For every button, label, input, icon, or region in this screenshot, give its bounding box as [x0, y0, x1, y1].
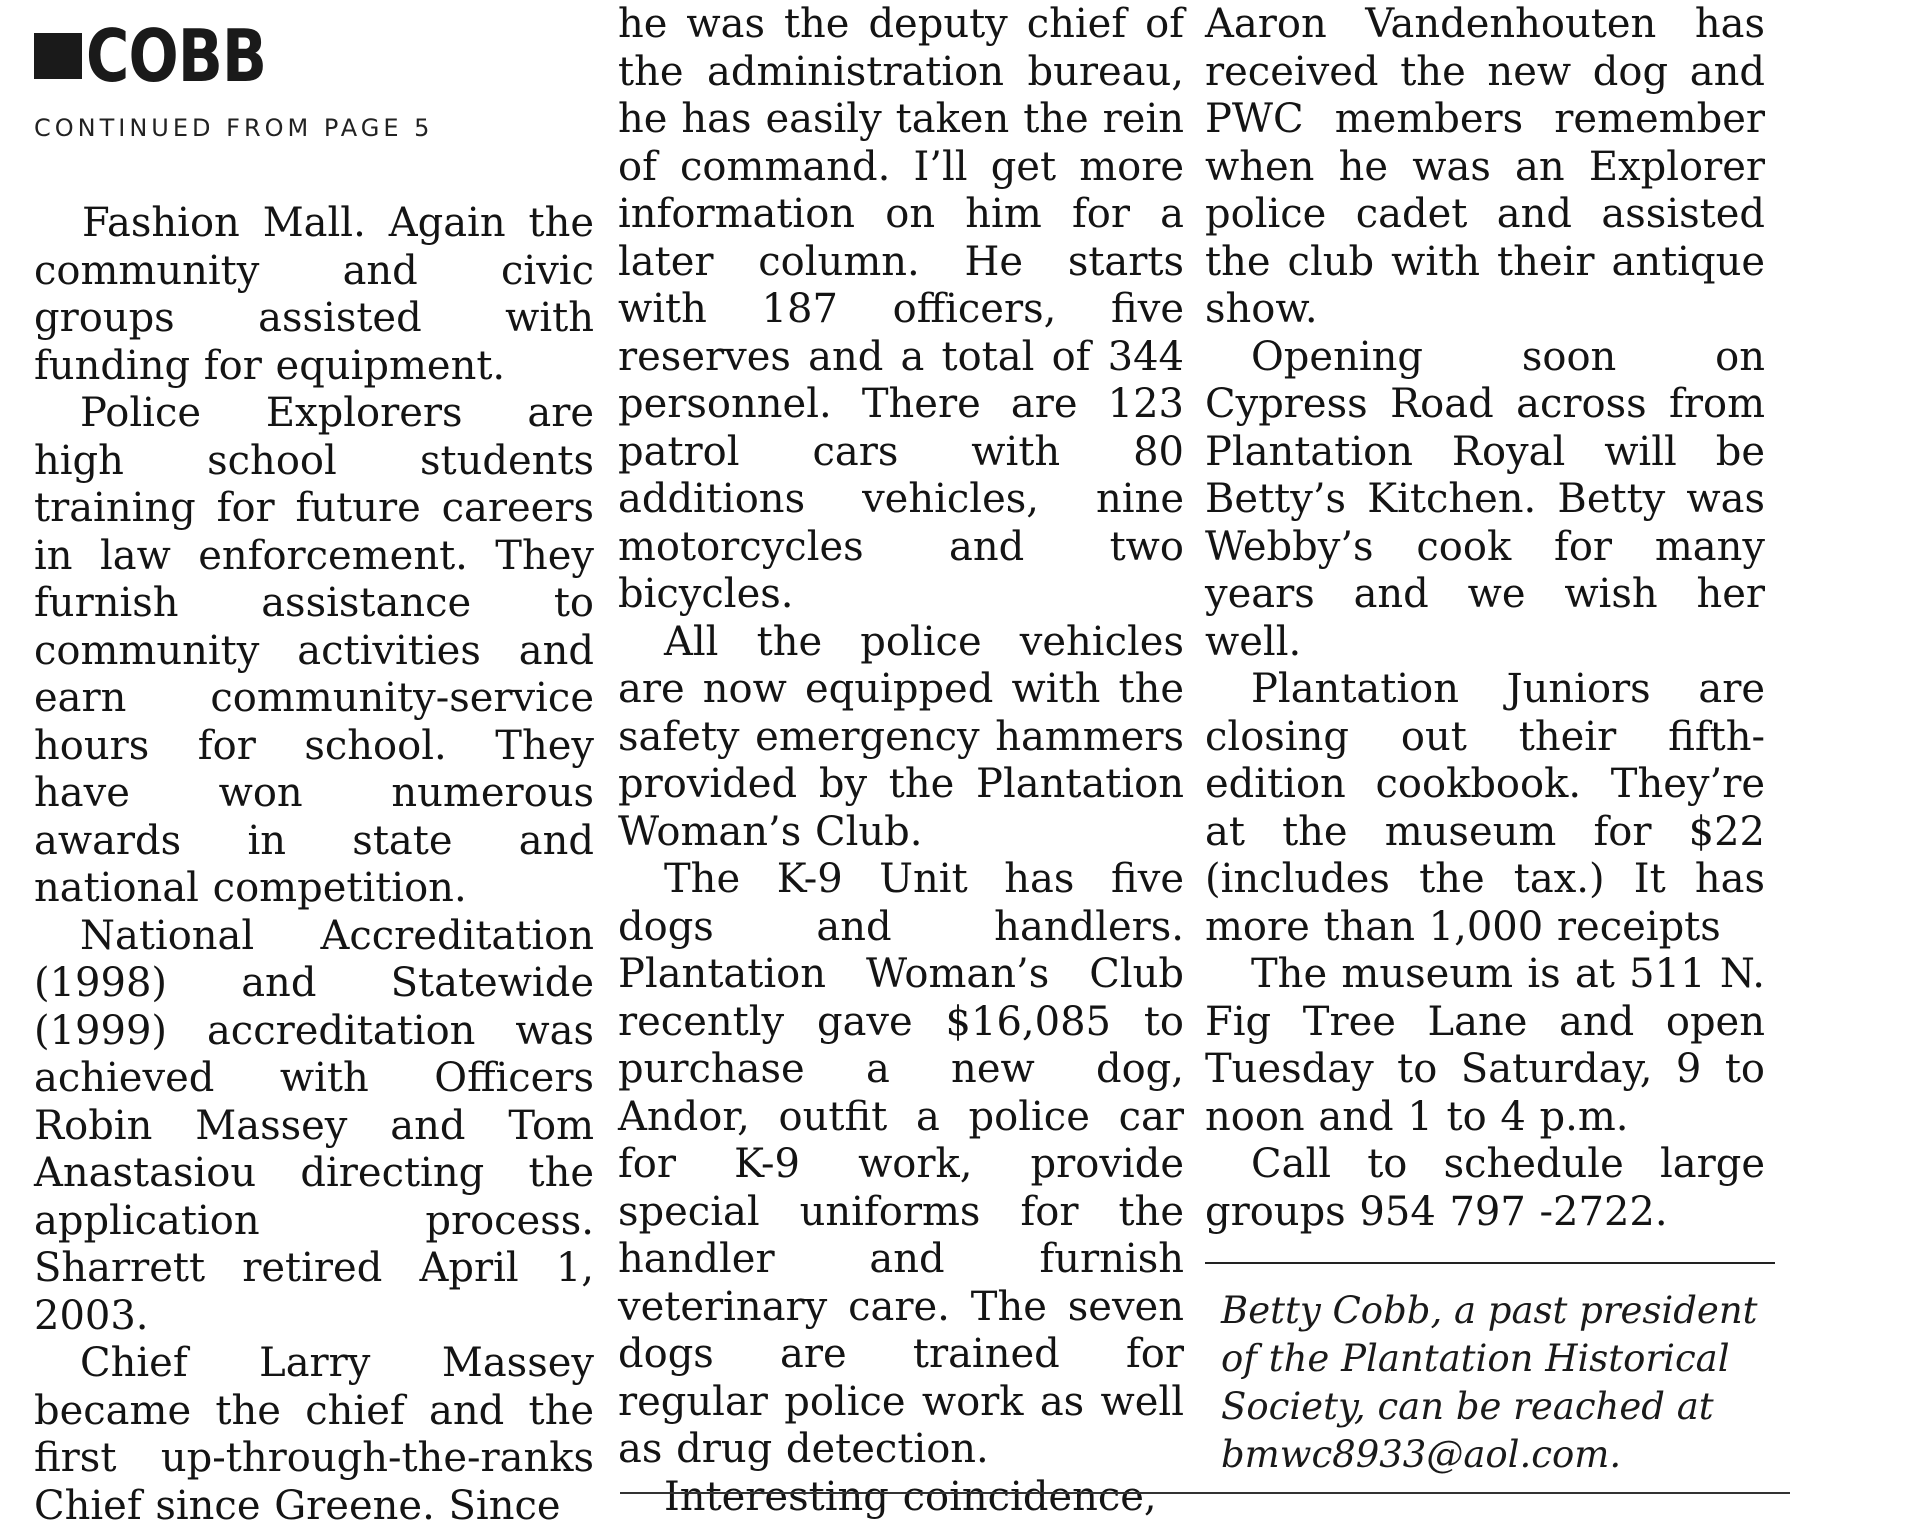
continued-from-label: CONTINUED FROM PAGE 5 — [34, 114, 434, 142]
bottom-divider — [620, 1492, 1790, 1494]
column-1-body — [34, 200, 594, 1530]
paragraph: National Accreditation (1998) and Statewide (1999) accreditation was achieved with Officers Robin Massey and Tom Anastasiou directing the application process. Sharrett retired April 1, 2003. — [34, 912, 594, 1339]
paragraph: Chief Larry Massey became the chief and the first up-through-the-ranks Chief since Greene. Since — [34, 1340, 594, 1529]
paragraph: he was the deputy chief of the administration bureau, he has easily taken the rein of command. I’ll get more information on him for a later column. He starts with 187 officers, five reserves and a total of 344 personnel. There are 123 patrol cars with 80 additions vehicles, nine motorcycles and two bicycles. — [618, 1, 1184, 617]
header-square-icon — [34, 33, 82, 79]
paragraph: Plantation Juniors are closing out their fifth-edition cookbook. They’re at the museum for $22 (includes the tax.) It has more than 1,000 receipts — [1205, 666, 1765, 950]
bio-divider — [1205, 1262, 1775, 1264]
paragraph: Call to schedule large groups 954 797 -2722. — [1205, 1141, 1765, 1235]
author-bio: Betty Cobb, a past president of the Plantation Historical Society, can be reached at bmwc8933@aol.com. — [1221, 1289, 1758, 1476]
column-title: COBB — [86, 14, 267, 98]
paragraph: Opening soon on Cypress Road across from Plantation Royal will be Betty’s Kitchen. Betty was Webby’s cook for many years and we wish her well. — [1205, 333, 1765, 665]
column-3-body — [1205, 1, 1765, 1236]
paragraph: Interesting coincidence, — [664, 1473, 1157, 1520]
column-2-body — [618, 1, 1184, 1521]
column-header — [34, 14, 306, 98]
paragraph: The K-9 Unit has five dogs and handlers. Plantation Woman’s Club recently gave $16,085 to purchase a new dog, Andor, outfit a police car for K-9 work, provide special uniforms for the handler and furnish veterinary care. The seven dogs are trained for regular police work as well as drug detection. — [618, 856, 1184, 1472]
paragraph: The museum is at 511 N. Fig Tree Lane and open Tuesday to Saturday, 9 to noon and 1 to 4 p.m. — [1205, 951, 1765, 1140]
paragraph: All the police vehicles are now equipped with the safety emergency hammers provided by the Plantation Woman’s Club. — [618, 618, 1184, 855]
paragraph: Police Explorers are high school students training for future careers in law enforcement. They furnish assistance to community activities and earn community-service hours for school. They have won numerous awards in state and national competition. — [34, 390, 594, 911]
paragraph: Aaron Vandenhouten has received the new dog and PWC members remember when he was an Explorer police cadet and assisted the club with their antique show. — [1205, 1, 1765, 332]
paragraph: Fashion Mall. Again the community and civic groups assisted with funding for equipment. — [34, 200, 594, 389]
